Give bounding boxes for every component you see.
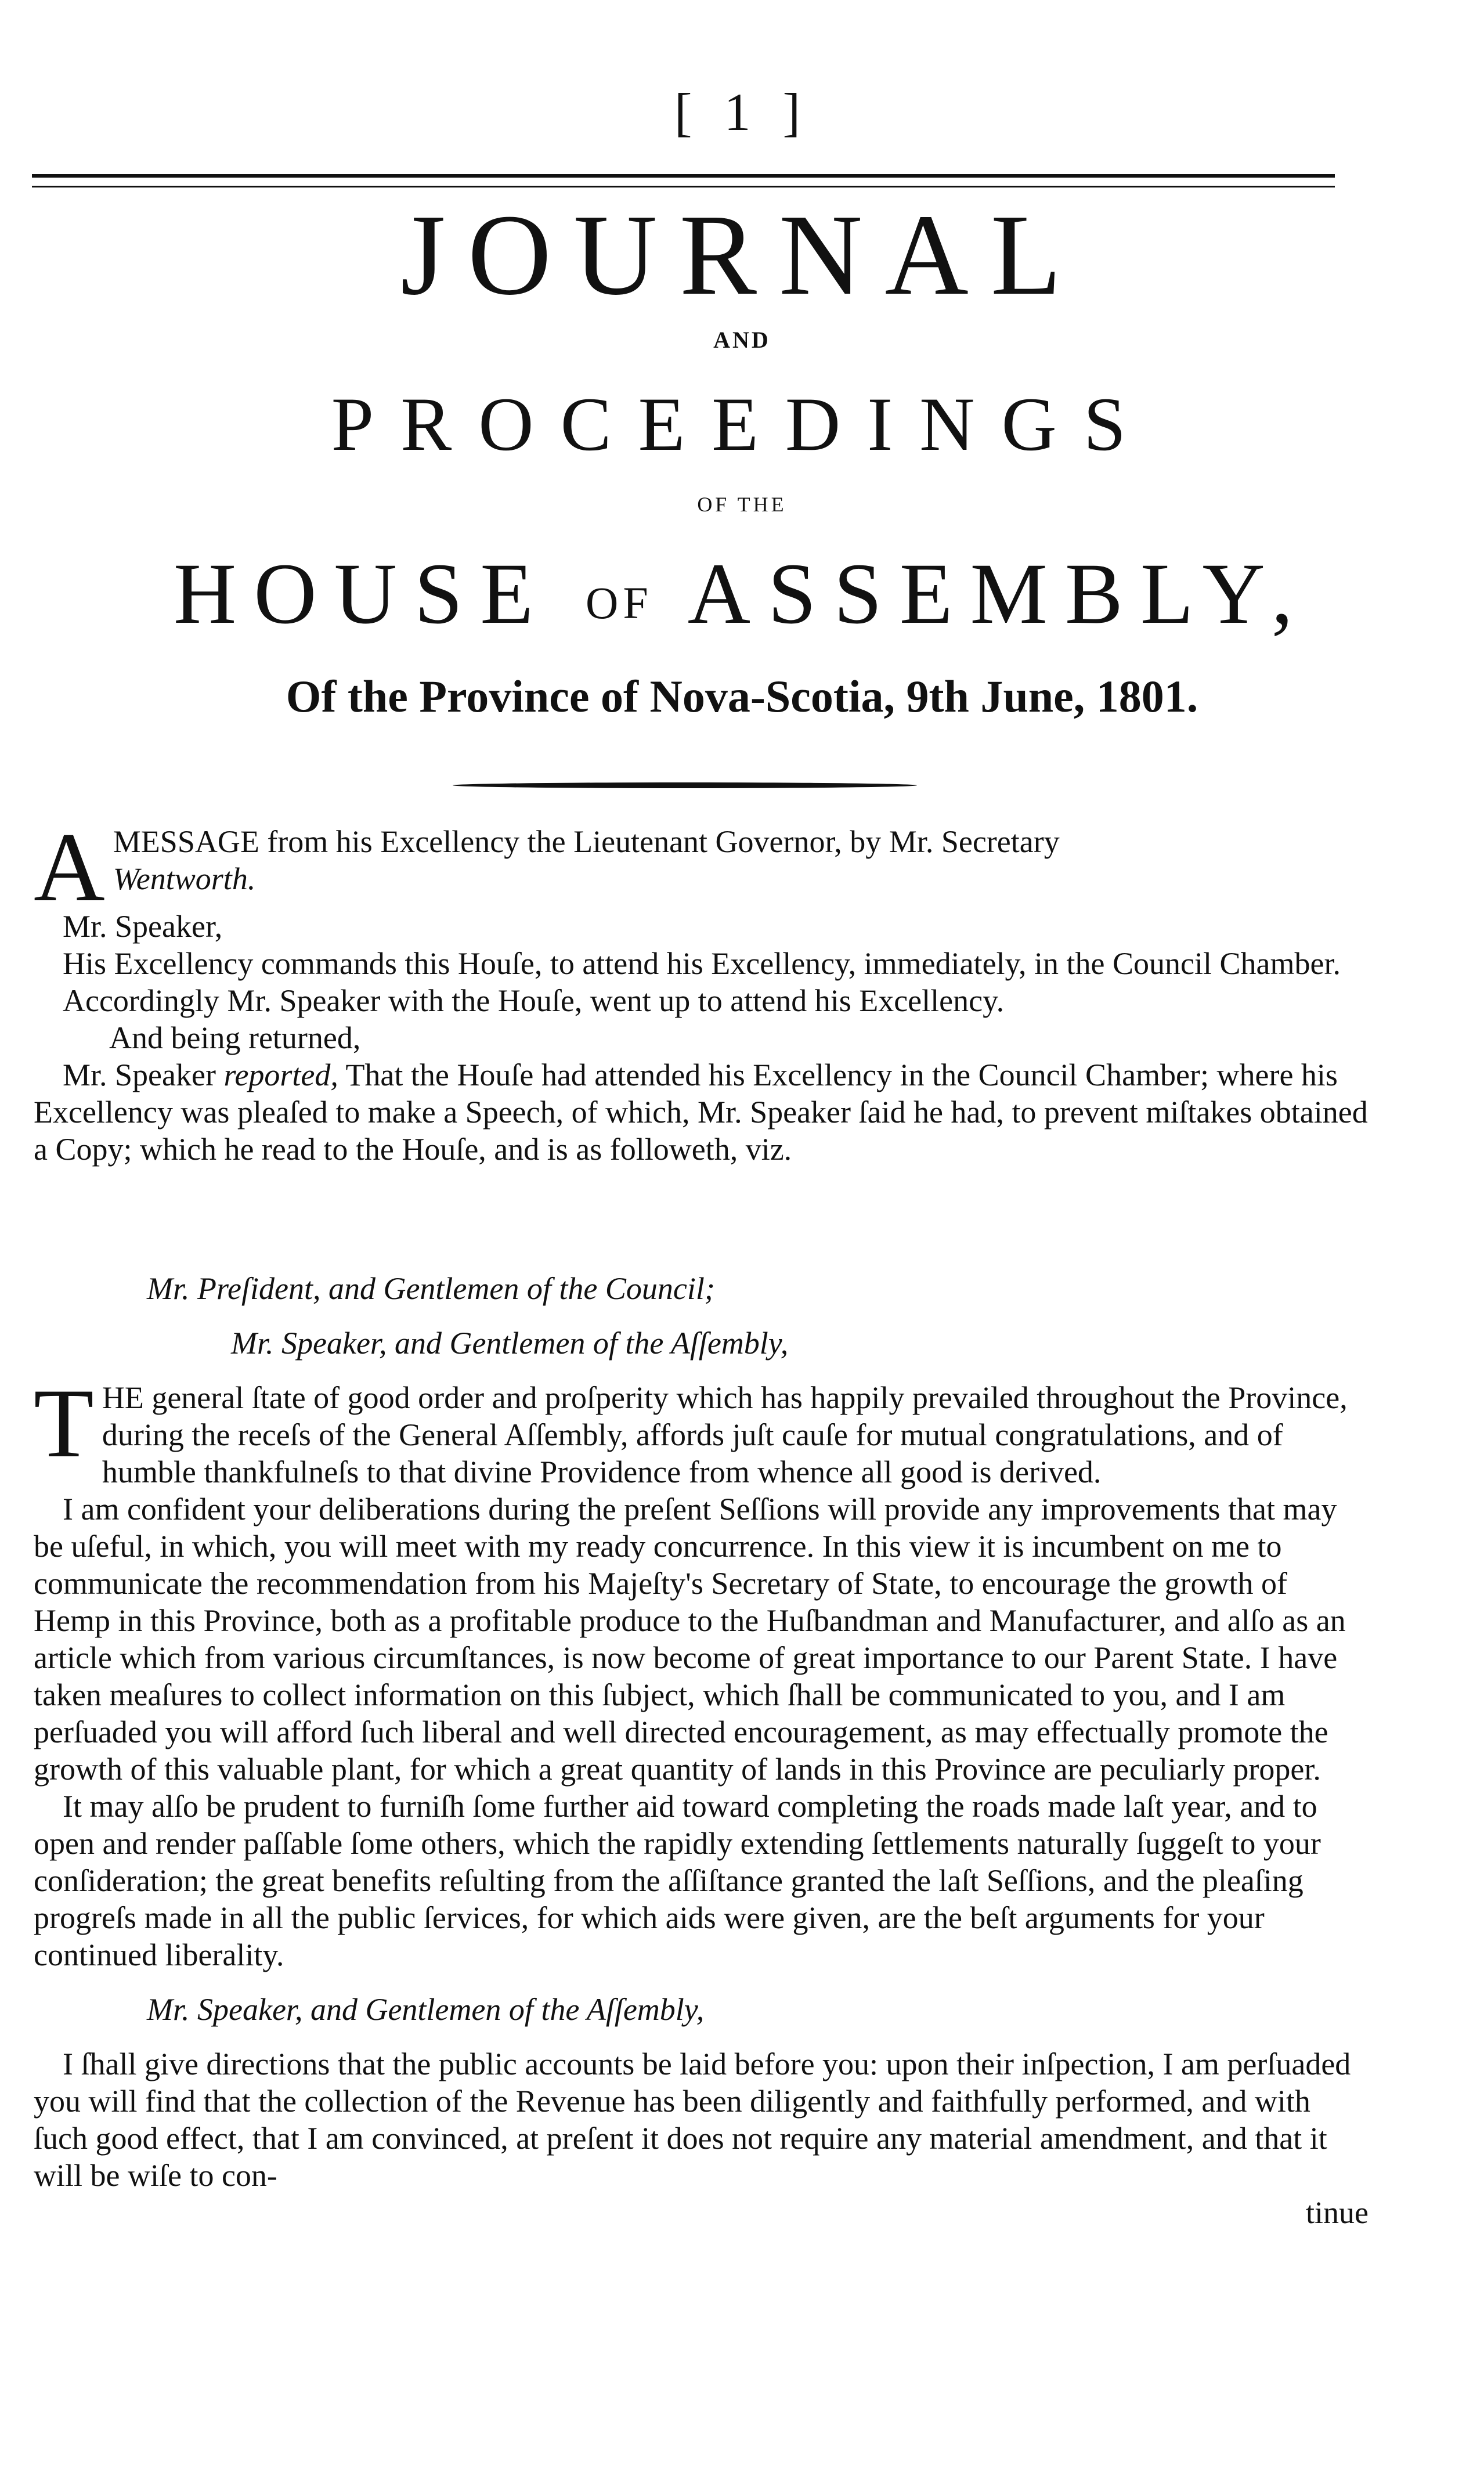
message-line1: MESSAGE from his Excellency the Lieutenant Governor, by Mr. Secretary [113,824,1060,859]
page-number: [ 1 ] [674,82,810,142]
speech-paragraph-1-text: HE general ſtate of good order and proſperity which has happily prevailed throughout the Province, during the receſs of the General Aſſembly, affords juſt cauſe for mutual congratulations, and of humble thankfulneſs to that divine Providence from whence all good is derived. [102,1380,1348,1489]
speech-paragraph-1 [34,1369,1369,1491]
title-assembly: ASSEMBLY, [687,546,1311,642]
message-section [34,813,1369,1168]
title-journal: JOURNAL [400,191,1084,319]
salutation-council: Mr. Preſident, and Gentlemen of the Council; [147,1271,715,1306]
secretary-name: Wentworth. [113,861,256,896]
title-proceedings: PROCEEDINGS [331,381,1153,467]
header-double-rule [32,174,1335,187]
salutation-assembly: Mr. Speaker, and Gentlemen of the Aſſembly, [231,1326,789,1361]
dropcap-a: A [34,813,105,922]
accordingly-paragraph: Accordingly Mr. Speaker with the Houſe, went up to attend his Excellency. [63,983,1005,1018]
title-of: OF [585,577,653,628]
report-word: reported, [223,1058,338,1092]
ornamental-rule [453,782,917,788]
speech-paragraph-3: It may alſo be prudent to furniſh ſome further aid toward completing the roads made laſt year, and to open and render paſſable ſome others, which the rapidly extending ſettlements naturally ſuggeſt to your conſideration; the great benefits reſulting from the aſſiſtance granted the laſt Seſſions, and the pleaſing progreſs made in all the public ſervices, for which aids were given, are the beſt arguments for your continued liberality. [34,1789,1321,1972]
subtitle: Of the Province of Nova-Scotia, 9th June, 1801. [286,671,1198,721]
report-paragraph [34,1056,1369,1168]
title-and: AND [713,327,771,353]
speech-paragraph-2: I am confident your deliberations during the preſent Seſſions will provide any improvements that may be uſeful, in which, you will meet with my ready concurrence. In this view it is incumbent on me to communicate the recommendation from his Majeſty's Secretary of State, to encourage the growth of Hemp in this Province, both as a profitable produce to the Huſbandman and Manufacturer, and alſo as an article which from various circumſtances, is now become of great importance to our Parent State. I have taken meaſures to collect information on this ſubject, which ſhall be communicated to you, and I am perſuaded you will afford ſuch liberal and well directed encouragement, as may effectually promote the growth of this valuable plant, for which a great quantity of lands in this Province are peculiarly proper. [34,1492,1346,1787]
returned-line: And being returned, [109,1020,361,1055]
title-of-the: OF THE [697,493,787,516]
command-paragraph: His Excellency commands this Houſe, to attend his Excellency, immediately, in the Council Chamber. [63,946,1341,981]
report-prefix: Mr. Speaker [63,1058,216,1092]
title-house-of-assembly [0,546,1484,642]
catchword: tinue [1306,2195,1369,2230]
speaker-salutation: Mr. Speaker, [63,909,223,944]
salutation-assembly-2: Mr. Speaker, and Gentlemen of the Aſſembly, [147,1992,705,2027]
title-house: HOUSE [173,546,551,642]
speech-section [34,1270,1369,2231]
speech-paragraph-4: I ſhall give directions that the public accounts be laid before you: upon their inſpection, I am perſuaded you will find that the collection of the Revenue has been diligently and faithfully performed, and with ſuch good effect, that I am convinced, at preſent it does not require any material amendment, and that it will be wiſe to con- [34,2047,1351,2193]
message-opening [34,813,1369,922]
dropcap-t: T [34,1369,94,1478]
report-rest: That the Houſe had attended his Excellency in the Council Chamber; where his Excellency was pleaſed to make a Speech, of which, Mr. Speaker ſaid he had, to prevent miſtakes obtained a Copy; which he read to the Houſe, and is as followeth, viz. [34,1058,1368,1167]
